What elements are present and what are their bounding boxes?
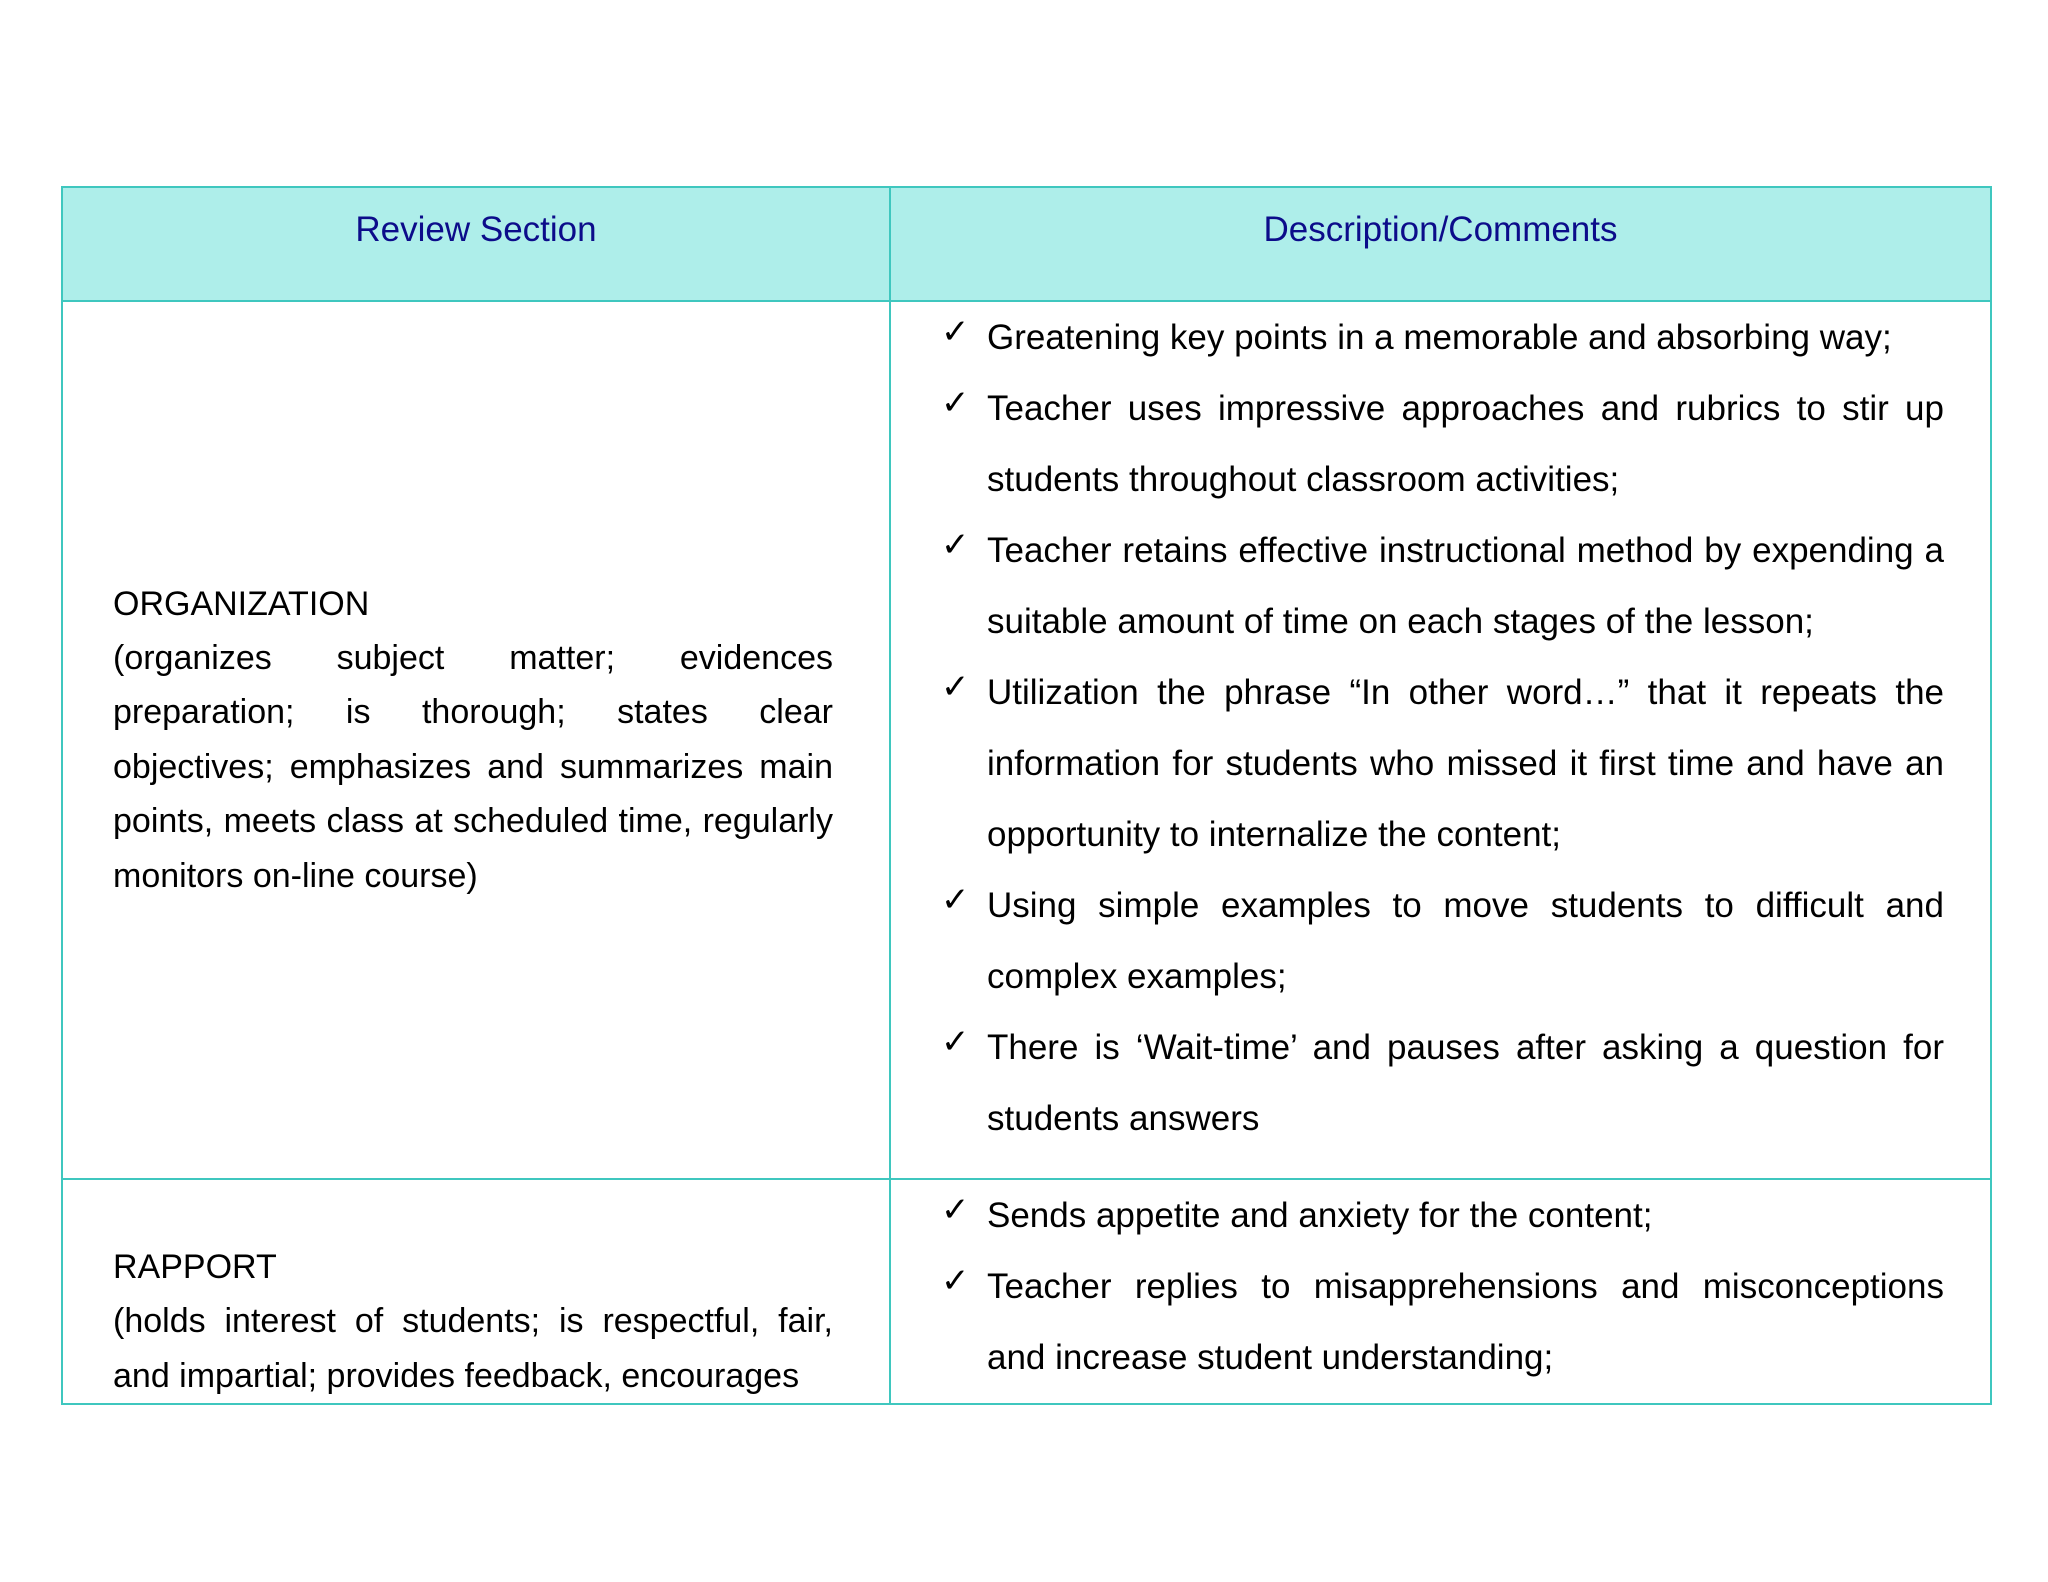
- comment-text: Utilization the phrase “In other word…” that it repeats the information for students who missed it first time and have an opportunity to internalize the content;: [987, 673, 1944, 854]
- checkmark-icon: ✓: [941, 880, 970, 920]
- comment-text: Using simple examples to move students to difficult and complex examples;: [987, 886, 1944, 996]
- comment-item: [941, 1180, 1944, 1251]
- table-row: [62, 1179, 1991, 1404]
- comment-text: There is ‘Wait-time’ and pauses after asking a question for students answers: [987, 1028, 1944, 1138]
- checkmark-icon: ✓: [941, 525, 970, 565]
- comments-list: [941, 302, 1944, 1154]
- comment-item: [941, 302, 1944, 373]
- checkmark-icon: ✓: [941, 1261, 970, 1301]
- review-section-cell: [62, 301, 890, 1179]
- section-title: ORGANIZATION: [113, 584, 370, 623]
- table-header-row: [62, 187, 1991, 301]
- comments-list: [941, 1180, 1944, 1393]
- checkmark-icon: ✓: [941, 383, 970, 423]
- review-section-cell: [62, 1179, 890, 1404]
- comment-text: Teacher replies to misapprehensions and misconceptions and increase student understanding;: [987, 1267, 1944, 1377]
- section-description: (holds interest of students; is respectful, fair, and impartial; provides feedback, encourages: [113, 1302, 833, 1395]
- comment-text: Teacher retains effective instructional method by expending a suitable amount of time on each stages of the lesson;: [987, 531, 1944, 641]
- header-review-section: Review Section: [62, 187, 890, 301]
- checkmark-icon: ✓: [941, 1190, 970, 1230]
- table-row: [62, 301, 1991, 1179]
- comment-item: [941, 1251, 1944, 1393]
- comments-cell: [890, 301, 1991, 1179]
- checkmark-icon: ✓: [941, 312, 970, 352]
- header-description-comments: Description/Comments: [890, 187, 1991, 301]
- section-description: (organizes subject matter; evidences preparation; is thorough; states clear objectives; emphasizes and summarizes main points, meets class at scheduled time, regularly monitors on-line course): [113, 638, 833, 895]
- checkmark-icon: ✓: [941, 667, 970, 707]
- comment-item: [941, 870, 1944, 1012]
- comment-item: [941, 515, 1944, 657]
- review-table: [61, 186, 1992, 1405]
- comments-cell: [890, 1179, 1991, 1404]
- comment-text: Sends appetite and anxiety for the content;: [987, 1196, 1653, 1235]
- comment-item: [941, 1012, 1944, 1154]
- checkmark-icon: ✓: [941, 1022, 970, 1062]
- comment-text: Teacher uses impressive approaches and rubrics to stir up students throughout classroom activities;: [987, 389, 1944, 499]
- comment-item: [941, 657, 1944, 870]
- comment-text: Greatening key points in a memorable and absorbing way;: [987, 318, 1892, 357]
- comment-item: [941, 373, 1944, 515]
- section-title: RAPPORT: [113, 1248, 277, 1286]
